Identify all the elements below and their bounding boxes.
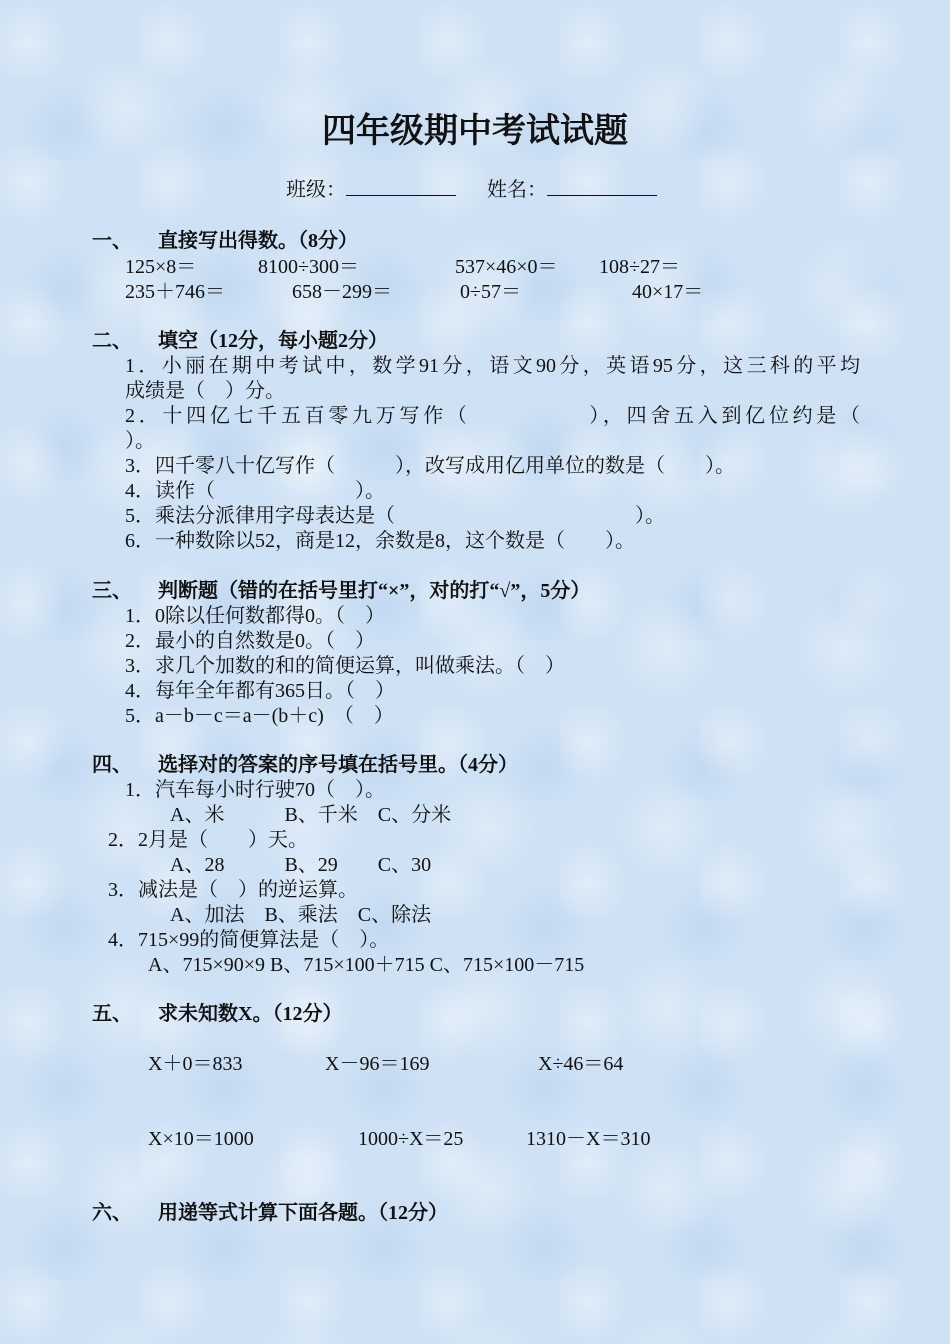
- s3-line: 4．每年全年都有365日。（ ）: [125, 680, 395, 702]
- s3-line: 5．a－b－c＝a－(b＋c) （ ）: [125, 705, 394, 727]
- name-field: [487, 173, 657, 202]
- s2-line: 2．十四亿七千五百零九万写作（ ），四舍五入到亿位约是（: [125, 405, 860, 427]
- name-blank[interactable]: [547, 177, 657, 196]
- s4-options: A、715×90×9 B、715×100＋715 C、715×100－715: [148, 954, 585, 976]
- s2-line: 3．四千零八十亿写作（ ），改写成用亿用单位的数是（ ）。: [125, 455, 735, 477]
- s4-question: 3．减法是（ ）的逆运算。: [108, 879, 358, 901]
- s5-equation: X÷46＝64: [538, 1053, 624, 1075]
- s4-options: A、加法 B、乘法 C、除法: [170, 904, 432, 926]
- section-6-heading: [92, 1196, 448, 1225]
- s1-item: 108÷27＝: [599, 256, 680, 278]
- s2-line: ）。: [125, 430, 155, 452]
- name-label: 姓名：: [487, 179, 547, 201]
- s1-item: 537×46×0＝: [455, 256, 558, 278]
- section-4-title: 选择对的答案的序号填在括号里。（4分）: [158, 754, 518, 776]
- section-5-title: 求未知数X。（12分）: [158, 1003, 343, 1025]
- class-label: 班级：: [286, 179, 346, 201]
- s1-item: 658－299＝: [292, 281, 392, 303]
- s1-item: 0÷57＝: [460, 281, 521, 303]
- class-field: [286, 173, 456, 202]
- section-2-title: 填空（12分，每小题2分）: [158, 330, 388, 352]
- section-1-title: 直接写出得数。（8分）: [158, 230, 358, 252]
- s2-line: 6．一种数除以52，商是12，余数是8，这个数是（ ）。: [125, 530, 635, 552]
- s4-options: A、28 B、29 C、30: [170, 854, 432, 876]
- section-1-number: 一、: [92, 230, 132, 252]
- s3-line: 1．0除以任何数都得0。（ ）: [125, 605, 385, 627]
- section-4-number: 四、: [92, 754, 132, 776]
- s5-equation: X－96＝169: [325, 1053, 430, 1075]
- s5-equation: 1310－X＝310: [526, 1128, 651, 1150]
- section-3-title: 判断题（错的在括号里打“×”，对的打“√”，5分）: [158, 580, 591, 602]
- section-1-heading: [92, 224, 358, 253]
- s4-question: 1．汽车每小时行驶70（ ）。: [125, 779, 385, 801]
- s2-line: 1．小丽在期中考试中，数学91分，语文90分，英语95分，这三科的平均: [125, 355, 860, 377]
- section-6-number: 六、: [92, 1202, 132, 1224]
- s1-item: 235＋746＝: [125, 281, 225, 303]
- class-blank[interactable]: [346, 177, 456, 196]
- s1-item: 40×17＝: [632, 281, 704, 303]
- s4-question: 4．715×99的简便算法是（ ）。: [108, 929, 390, 951]
- section-2-number: 二、: [92, 330, 132, 352]
- s5-equation: 1000÷X＝25: [358, 1128, 464, 1150]
- section-5-heading: [92, 997, 342, 1026]
- s2-line: 5．乘法分派律用字母表达是（ ）。: [125, 505, 665, 527]
- s5-equation: X×10＝1000: [148, 1128, 254, 1150]
- s3-line: 2．最小的自然数是0。（ ）: [125, 630, 375, 652]
- page-title: 四年级期中考试试题: [322, 113, 628, 150]
- section-6-title: 用递等式计算下面各题。（12分）: [158, 1202, 448, 1224]
- s5-equation: X＋0＝833: [148, 1053, 243, 1075]
- section-3-number: 三、: [92, 580, 132, 602]
- s1-item: 8100÷300＝: [258, 256, 359, 278]
- s2-line: 成绩是（ ）分。: [125, 380, 285, 402]
- section-5-number: 五、: [92, 1003, 132, 1025]
- s2-line: 4．读作（ ）。: [125, 480, 385, 502]
- s4-question: 2．2月是（ ）天。: [108, 829, 308, 851]
- s1-item: 125×8＝: [125, 256, 197, 278]
- s4-options: A、米 B、千米 C、分米: [170, 804, 452, 826]
- s3-line: 3．求几个加数的和的简便运算，叫做乘法。（ ）: [125, 655, 565, 677]
